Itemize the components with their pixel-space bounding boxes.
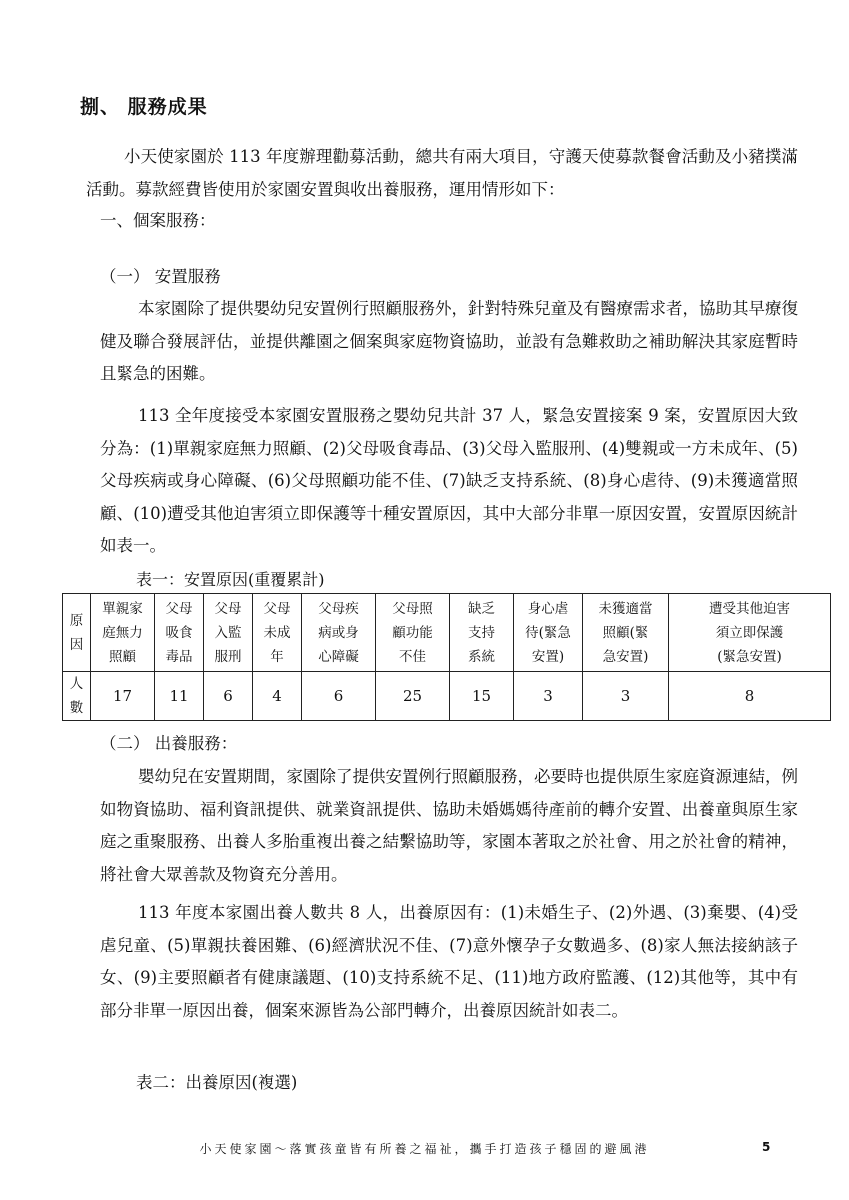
- table1-col-label: 父母疾 病或身 心障礙: [302, 594, 376, 672]
- table1-caption: 表一：安置原因(重覆累計): [136, 570, 325, 589]
- table1-col-label: 未獲適當 照顧(緊 急安置): [583, 594, 669, 672]
- table1-cell-value: 4: [253, 672, 302, 721]
- table1-col-label: 缺乏 支持 系統: [450, 594, 514, 672]
- page-number: 5: [762, 1140, 771, 1154]
- sub2-paragraph-2: 113 年度本家園出養人數共 8 人，出養原因有：(1)未婚生子、(2)外遇、(3)棄嬰、(4)受虐兒童、(5)單親扶養困難、(6)經濟狀況不佳、(7)意外懷孕子女數過多、(8)家人無法接納該子女、(9)主要照顧者有健康議題、(10)支持系統不足、(11)地方政府監護、(12)其他等，其中有部分非單一原因出養，個案來源皆為公部門轉介，出養原因統計如表二。: [100, 903, 798, 1020]
- table1-col-label: 遭受其他迫害 須立即保護 (緊急安置): [669, 594, 831, 672]
- table1-cell-value: 17: [91, 672, 155, 721]
- table1-cell-value: 3: [583, 672, 669, 721]
- sub1-title: （一） 安置服務: [100, 267, 221, 286]
- table2-caption: 表二：出養原因(複選): [136, 1073, 298, 1092]
- table1-cell-value: 15: [450, 672, 514, 721]
- sub1-paragraph-2: 113 全年度接受本家園安置服務之嬰幼兒共計 37 人，緊急安置接案 9 案，安置原因大致分為：(1)單親家庭無力照顧、(2)父母吸食毒品、(3)父母入監服刑、(4)雙親或一方未成年、(5)父母疾病或身心障礙、(6)父母照顧功能不佳、(7)缺乏支持系統、(8)身心虐待、(9)未獲適當照顧、(10)遭受其他迫害須立即保護等十種安置原因，其中大部分非單一原因安置，安置原因統計如表一。: [100, 406, 798, 555]
- sub1-paragraph-1: 本家園除了提供嬰幼兒安置例行照顧服務外，針對特殊兒童及有醫療需求者，協助其早療復健及聯合發展評估，並提供離園之個案與家庭物資協助，並設有急難救助之補助解決其家庭暫時且緊急的困難。: [100, 299, 798, 383]
- page-footer: 小天使家園～落實孩童皆有所養之福祉，攜手打造孩子穩固的避風港: [199, 1142, 650, 1156]
- table1-cell-value: 25: [376, 672, 450, 721]
- table1-col-label: 單親家 庭無力 照顧: [91, 594, 155, 672]
- placement-reasons-table: [62, 593, 831, 721]
- sub2-paragraph-1: 嬰幼兒在安置期間，家園除了提供安置例行照顧服務，必要時也提供原生家庭資源連結，例如物資協助、福利資訊提供、就業資訊提供、協助未婚媽媽待產前的轉介安置、出養童與原生家庭之重聚服務、出養人多胎重複出養之結繫協助等，家園本著取之於社會、用之於社會的精神，將社會大眾善款及物資充分善用。: [100, 767, 798, 884]
- table1-cell-value: 8: [669, 672, 831, 721]
- intro-paragraph: 小天使家園於 113 年度辦理勸募活動，總共有兩大項目，守護天使募款餐會活動及小豬撲滿活動。募款經費皆使用於家園安置與收出養服務，運用情形如下：: [86, 147, 798, 199]
- table1-col-label: 父母 未成 年: [253, 594, 302, 672]
- table1-col-label: 父母照 顧功能 不佳: [376, 594, 450, 672]
- table1-col-label: 身心虐 待(緊急 安置): [514, 594, 583, 672]
- section-heading: 捌、 服務成果: [80, 96, 208, 118]
- table1-col-label: 父母 入監 服刑: [204, 594, 253, 672]
- table1-cell-value: 3: [514, 672, 583, 721]
- table1-cell-value: 11: [155, 672, 204, 721]
- table1-header-row: [63, 594, 831, 672]
- table1-row-header-count: 人 數: [63, 672, 91, 721]
- table1-value-row: [63, 672, 831, 721]
- table1-col-label: 父母 吸食 毒品: [155, 594, 204, 672]
- table1-row-header-reason: 原 因: [63, 594, 91, 672]
- table1-cell-value: 6: [302, 672, 376, 721]
- sub2-title: （二） 出養服務：: [100, 734, 238, 753]
- item1-title: 一、個案服務：: [100, 211, 216, 230]
- table1-cell-value: 6: [204, 672, 253, 721]
